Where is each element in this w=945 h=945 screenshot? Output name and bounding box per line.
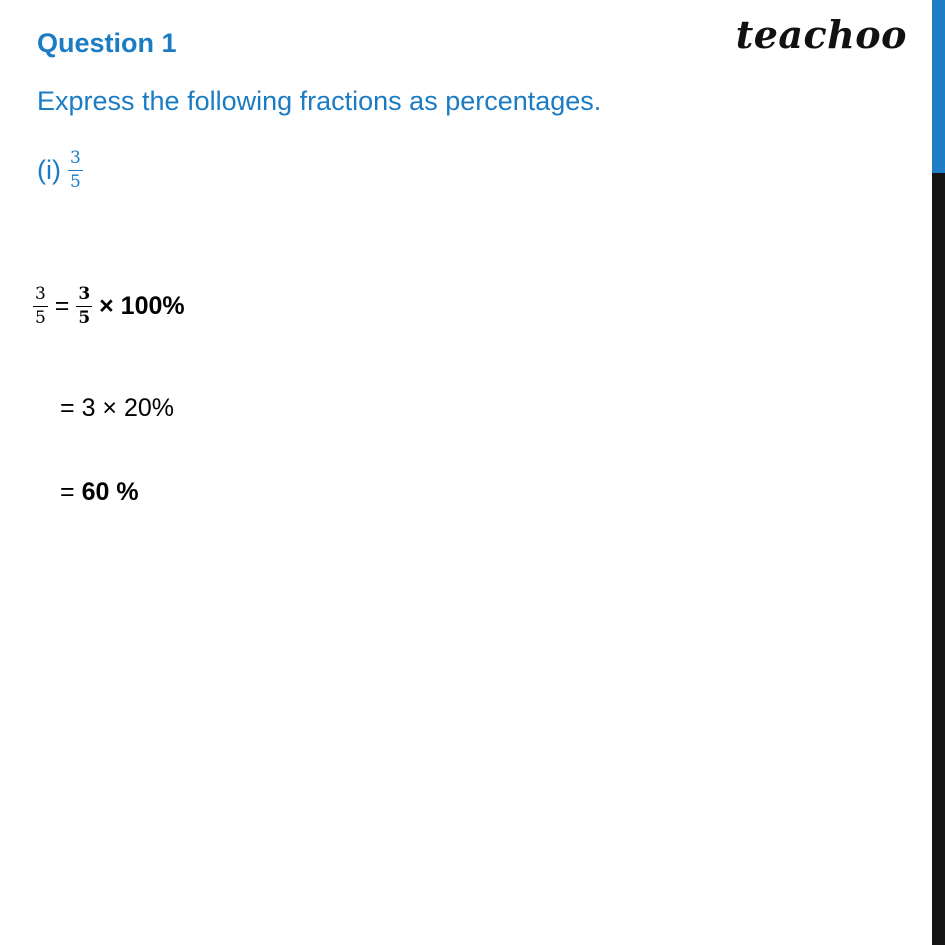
equals-sign: = — [60, 394, 75, 422]
rhs-tail: × 100% — [99, 292, 185, 320]
final-result: 60 % — [81, 478, 139, 506]
solution-line-3 — [60, 478, 139, 507]
question-prompt: Express the following fractions as percentages. — [37, 86, 602, 116]
rhs-fraction — [76, 286, 92, 327]
fraction-numerator: 3 — [68, 150, 83, 171]
rhs-denominator: 5 — [78, 308, 91, 328]
sidebar-dark-bar — [932, 173, 945, 945]
part-fraction — [68, 150, 83, 191]
brand-logo: teachoo — [735, 12, 907, 57]
question-title: Question 1 — [37, 28, 177, 58]
equals-sign: = — [60, 478, 75, 506]
lhs-fraction — [33, 286, 48, 327]
lhs-denominator: 5 — [35, 308, 46, 328]
part-label: (i) — [37, 155, 61, 185]
question-part-i — [37, 150, 83, 191]
solution-line-2 — [60, 394, 174, 423]
equals-sign: = — [54, 292, 70, 320]
fraction-denominator: 5 — [69, 172, 81, 192]
expression: 3 × 20% — [81, 394, 174, 422]
rhs-numerator: 3 — [76, 286, 92, 307]
lhs-numerator: 3 — [33, 286, 48, 307]
sidebar-accent-bar — [932, 0, 945, 173]
solution-line-1 — [33, 286, 185, 327]
